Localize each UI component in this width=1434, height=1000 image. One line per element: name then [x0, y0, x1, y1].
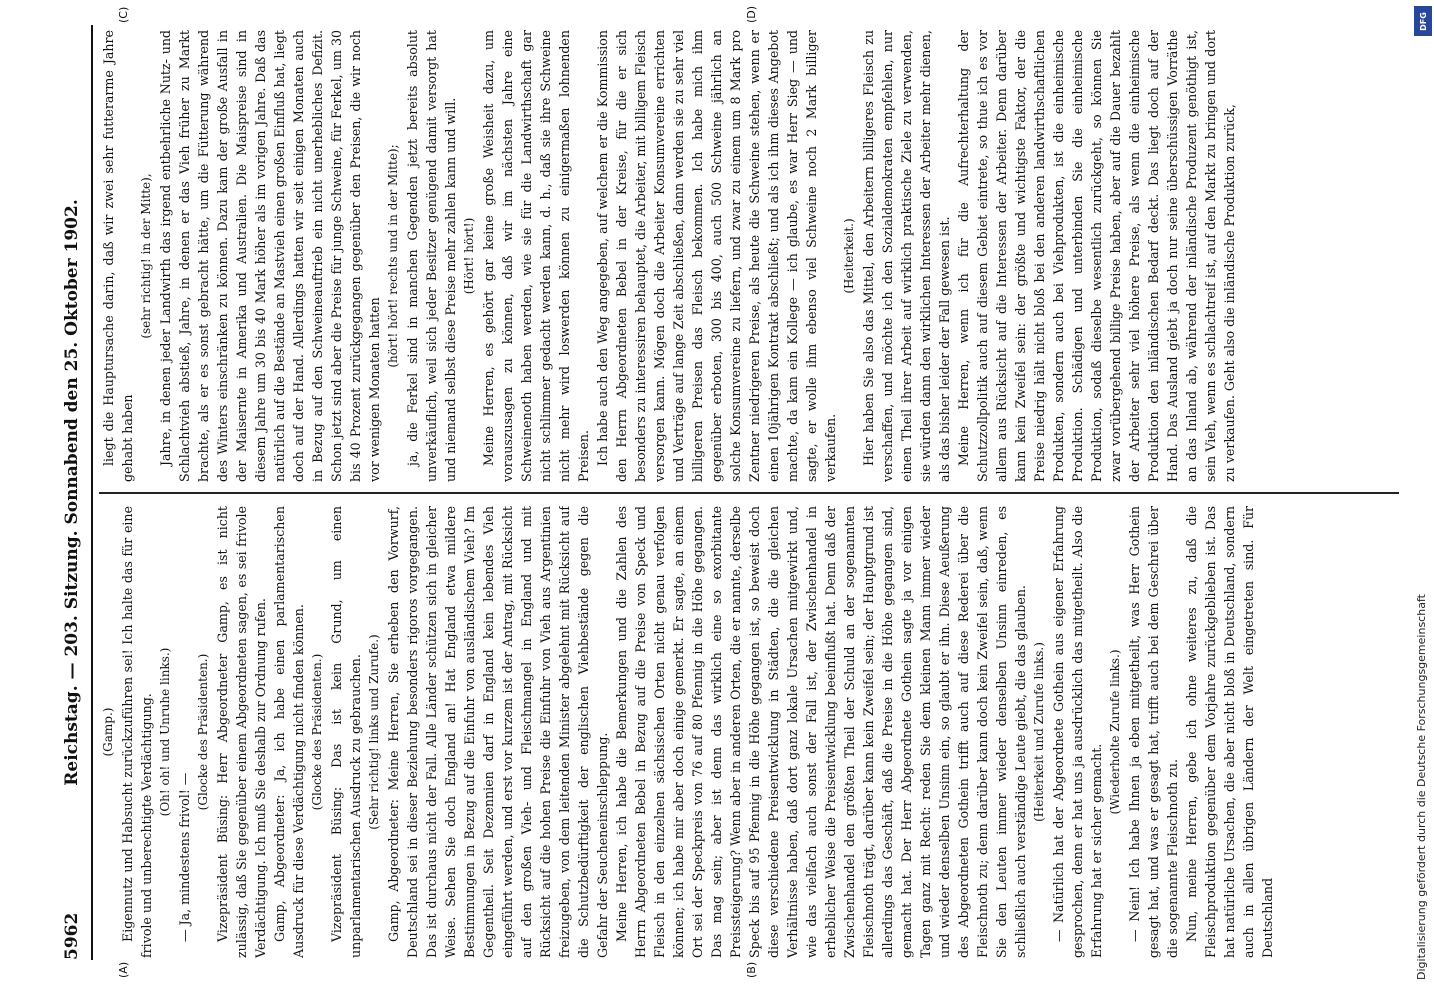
rotated-document-page — [55, 5, 1420, 978]
right-text-column — [99, 30, 1399, 482]
text-paragraph: Meine Herren, ich habe die Bemerkungen und die Zahlen des Herrn Abgeordneten Bebel in Bezug auf die Preise von Speck und Fleisch in den einzelnen sächsischen Orten nicht genau verfolgen können; ich habe mir aber doch einige gemerkt. Er sagte, an einem Ort sei der Speckpreis von 76 auf 80 Pfennig in die Höhe gegangen. Das mag sein; aber ist denn das wirklich eine so exorbitante Preissteigerung? Wenn aber in anderen Orten, die er nannte, derselbe Speck bis auf 95 Pfennig in die Höhe gegangen ist, so beweist doch diese verschiedene Preisentwicklung in Städten, die die gleichen Verhältnisse haben, daß dort ganz lokale Ursachen mitgewirkt und, wie das vielfach auch sonst der Fall ist, der Zwischenhandel in erheblicher Weise die Preisentwicklung beeinflußt hat. Denn daß der Zwischenhandel den größten Theil der Schuld an der sogenannten Fleischnoth trägt, darüber kann kein Zweifel sein; der Hauptgrund ist allerdings das Geschäft, daß die Preise in die Höhe gegangen sind, gemacht hat. Der Herr Abgeordnete Gothein sagte ja vor einigen Tagen ganz mit Recht: reden Sie dem kleinen Mann immer wieder und wieder denselben Unsinn ein, so glaubt er ihn. Diese Aeußerung des Abgeordneten Gothein trifft auch auf diese Rederei über die Fleischnoth zu; denn darüber kann doch kein Zweifel sein, daß, wenn Sie den Leuten immer wieder denselben Unsinn einreden, es schließlich auch verständige Leute giebt, die das glauben. — [614, 506, 1028, 958]
text-paragraph: Nun, meine Herren, gebe ich ohne weiteres zu, daß die Fleischproduktion gegenüber dem Vorjahre zurückgeblieben ist. Das hat natürliche Ursachen, die aber nicht bloß in Deutschland, sondern auch in allen übrigen Ländern der Welt eingetreten sind. Für Deutschland — [1184, 506, 1275, 958]
column-divider — [99, 493, 1399, 495]
page-number: 5962 — [62, 912, 82, 960]
header-rule — [91, 25, 93, 960]
text-paragraph: (Glocke des Präsidenten.) — [196, 653, 210, 811]
text-paragraph: Gamp, Abgeordneter: Meine Herren, Sie erheben den Vorwurf, Deutschland sei in dieser Beziehung besonders rigoros vorgegangen. Das ist durchaus nicht der Fall. Alle Länder schützen sich in gleicher Weise. Sehen Sie doch England an! Hat England etwa mildere Bestimmungen in Bezug auf die Einfuhr von ausländischem Vieh? Im Gegentheil. Seit Dezennien darf in England kein lebendes Vieh eingeführt werden, und erst vor kurzem ist der Antrag, mit Rücksicht auf den großen Vieh- und Fleischmangel in England und mit Rücksicht auf die hohen Preise die Einfuhr von Vieh aus Argentinien freizugeben, von dem leitenden Minister abgelehnt mit Rücksicht auf die Schutzbedürftigkeit der englischen Viehbestände gegen die Gefahr der Seucheneinschleppung. — [386, 506, 610, 958]
text-paragraph: Vizepräsident Büsing: Das ist kein Grund, um einen unparlamentarischen Ausdruck zu gebrauchen. — [329, 506, 363, 958]
digitization-credit: Digitalisierung gefördert durch die Deutsche Forschungsgemeinschaft — [1415, 594, 1428, 980]
header-title: Reichstag. — 203. Sitzung. Sonnabend den 25. Oktober 1902. — [62, 199, 82, 786]
text-paragraph: Meine Herren, es gehört gar keine große Weisheit dazu, um vorauszusagen zu können, daß wir im nächsten Jahre eine Schweinenoth haben werden, wie sie für die Landwirthschaft gar nicht schlimmer gedacht werden kann, d. h., daß sie ihre Schweine nicht mehr wird loswerden können zu einigermaßen lohnenden Preisen. — [481, 30, 591, 482]
text-paragraph: liegt die Hauptursache darin, daß wir zwei sehr futterarme Jahre gehabt haben — [101, 30, 135, 482]
text-paragraph: Vizepräsident Büsing: Herr Abgeordneter Gamp, es ist nicht zulässig, daß Sie gegenüber einem Abgeordneten sagen, es sei frivole Verdächtigung. Ich muß Sie deshalb zur Ordnung rufen. — [215, 506, 268, 958]
left-text-column — [99, 506, 1399, 958]
text-paragraph: (Heiterkeit.) — [842, 218, 856, 294]
text-paragraph: (Glocke des Präsidenten.) — [310, 653, 324, 811]
text-paragraph: — Nein! Ich habe Ihnen ja eben mitgetheilt, was Herr Gothein gesagt hat, und was er gesagt hat, trifft auch bei dem Geschrei über die sogenannte Fleischnoth zu. — [1127, 506, 1180, 958]
text-paragraph: Jahre, in denen jeder Landwirth das irgend entbehrliche Nutz- und Schlachtvieh abstieß, Jahre, in denen er das Vieh früher zu Markt brachte, als er es sonst gebracht hätte, um die Fütterung während des Winters einschränken zu können. Dazu kam der große Ausfall in der Maisernte in Amerika und Australien. Die Maispreise sind in diesem Jahre um 30 bis 40 Mark höher als im vorigen Jahre. Daß das natürlich auf die Bestände an Mastvieh einen großen Einfluß hat, liegt doch auf der Hand. Allerdings hatten wir seit einigen Monaten auch in Bezug auf den Schweineauftrieb ein nicht unerhebliches Defizit. Schon jetzt sind aber die Preise für junge Schweine, für Ferkel, um 30 bis 40 Prozent zurückgegangen gegenüber den Preisen, die wir noch vor wenigen Monaten hatten — [158, 30, 382, 482]
text-paragraph: Eigennutz und Habsucht zurückzuführen sei! Ich halte das für eine frivole und unberechtigte Verdächtigung. — [120, 506, 154, 958]
text-paragraph: (Gamp.) — [101, 707, 115, 757]
margin-letter-a: (A) — [117, 961, 130, 978]
text-paragraph: — Natürlich hat der Abgeordnete Gothein aus eigener Erfahrung gesprochen, denn er hat uns ja ausdrücklich das mitgetheilt. Also die Erfahrung hat er sicher gemacht. — [1051, 506, 1104, 958]
text-paragraph: Ich habe auch den Weg angegeben, auf welchem er die Kommission den Herrn Abgeordneten Bebel in der Kreise, für die er sich besonders zu interessiren behauptet, die Arbeiter, mit billigem Fleisch versorgen kann. Mögen doch die Arbeiter Konsumvereine errichten und Verträge auf lange Zeit abschließen, dann werden sie zu sehr viel billigeren Preisen das Fleisch bekommen. Ich habe mich ihm gegenüber erboten, 300 bis 400, auch 500 Schweine jährlich an solche Konsumvereine zu liefern, und zwar zu einem um 8 Mark pro Zentner niedrigeren Preise, als heute die Schweine stehen, wenn er einen 10jährigen Kontrakt abschließt; und als ich ihm dieses Angebot machte, da kam ein Kollege — ich glaube, es war Herr Sieg — und sagte, er wolle ihm ebenso viel Schweine noch 2 Mark billiger verkaufen. — [595, 30, 838, 482]
text-paragraph: Meine Herren, wenn ich für die Aufrechterhaltung der Schutzzollpolitik auch auf diesem Gebiet eintrete, so thue ich es vor allem aus Rücksicht auf die Interessen der Arbeiter. Denn darüber kann kein Zweifel sein: der größte und wichtigste Faktor, der die Preise niedrig hält nicht bloß bei den anderen landwirthschaftlichen Produkten, sondern auch bei Viehprodukten, ist die einheimische Produktion. Schädigen und unterbinden Sie die einheimische Produktion, sodaß dieselbe wesentlich zurückgeht, so können Sie zwar vorübergehend billige Preise haben, aber auf die Dauer bezahlt der Arbeiter sehr viel höhere Preise, als wenn die einheimische Produktion den inländischen Bedarf deckt. Das liegt doch auf der Hand. Das Ausland giebt ja doch nur seine überschüssigen Vorräthe an das Inland ab, während der inländische Produzent genöthigt ist, sein Vieh, wenn es schlachtreif ist, auf den Markt zu bringen und dort zu verkaufen. Geht also die inländische Produktion zurück, — [956, 30, 1237, 482]
text-paragraph: (Wiederholte Zurufe links.) — [1108, 649, 1122, 815]
text-paragraph: (Heiterkeit und Zurufe links.) — [1032, 642, 1046, 822]
text-paragraph: (Hört! hört!) — [462, 217, 476, 295]
text-paragraph: (Sehr richtig! links und Zurufe.) — [367, 634, 381, 830]
page-header — [55, 25, 89, 960]
text-paragraph: ja, die Ferkel sind in manchen Gegenden jetzt bereits absolut unverkäuflich, weil sich jeder Besitzer genügend damit versorgt hat und niemand selbst diese Preise mehr zahlen kann und will. — [405, 30, 458, 482]
text-paragraph: Hier haben Sie also das Mittel, den Arbeitern billigeres Fleisch zu verschaffen, und möchte ich den Sozialdemokraten empfehlen, nur einen Theil ihrer Arbeit auf wirklich praktische Ziele zu verwenden, sie würden dann den wirklichen Interessen der Arbeiter mehr dienen, als das bisher leider der Fall gewesen ist. — [861, 30, 952, 482]
dfg-logo-text: DFG — [1418, 11, 1428, 31]
text-paragraph: (Oh! oh! und Unruhe links.) — [158, 647, 172, 817]
margin-letter-b: (B) — [745, 961, 758, 978]
text-paragraph: (hört! hört! rechts und in der Mitte); — [386, 144, 400, 368]
margin-letter-c: (C) — [117, 6, 130, 23]
text-paragraph: — Ja, mindestens frivol! — — [177, 772, 192, 942]
margin-letter-d: (D) — [745, 5, 758, 23]
text-paragraph: (sehr richtig! in der Mitte), — [139, 173, 153, 339]
text-paragraph: Gamp, Abgeordneter: Ja, ich habe einen parlamentarischen Ausdruck für diese Verdächtigung nicht finden können. — [272, 506, 306, 958]
dfg-logo-badge — [1414, 6, 1432, 36]
